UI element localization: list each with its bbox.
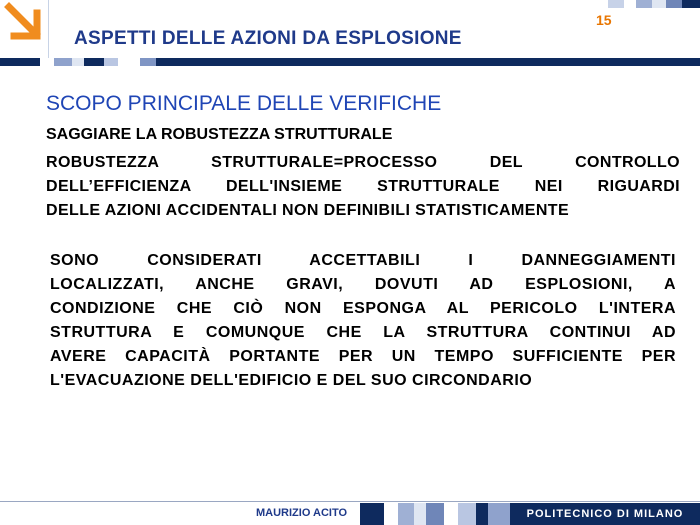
paragraph-line: DELL’EFFICIENZA DELL'INSIEME STRUTTURALE NEI RIGUARDI (46, 178, 680, 195)
paragraph-line: LOCALIZZATI, ANCHE GRAVI, DOVUTI AD ESPLOSIONI, A (50, 276, 676, 293)
paragraph-line: AVERE CAPACITÀ PORTANTE PER UN TEMPO SUFFICIENTE PER (50, 348, 676, 365)
damage-paragraph (50, 249, 676, 393)
institution-name: POLITECNICO DI MILANO (510, 503, 700, 525)
paragraph-line: CONDIZIONE CHE CIÒ NON ESPONGA AL PERICOLO L'INTERA (50, 300, 676, 317)
paragraph-line: STRUTTURA E COMUNQUE CHE LA STRUTTURA CONTINUI AD (50, 324, 676, 341)
logo-divider (48, 0, 49, 58)
page-number: 15 (596, 12, 612, 28)
section-title: SCOPO PRINCIPALE DELLE VERIFICHE (46, 92, 442, 115)
section-subtitle: SAGGIARE LA ROBUSTEZZA STRUTTURALE (46, 126, 393, 143)
footer-decorative-band (360, 503, 510, 525)
paragraph-line: SONO CONSIDERATI ACCETTABILI I DANNEGGIAMENTI (50, 252, 676, 269)
paragraph-line: DELLE AZIONI ACCIDENTALI NON DEFINIBILI STATISTICAMENTE (46, 202, 570, 219)
footer-author: MAURIZIO ACITO (256, 507, 348, 519)
robustness-paragraph (46, 151, 680, 223)
slide-title: ASPETTI DELLE AZIONI DA ESPLOSIONE (74, 28, 462, 49)
footer-divider (0, 501, 700, 502)
top-decorative-squares (594, 0, 700, 8)
header-band (0, 58, 700, 66)
paragraph-line: L'EVACUAZIONE DELL'EDIFICIO E DEL SUO CIRCONDARIO (50, 372, 533, 389)
arrow-down-right-icon (0, 0, 50, 50)
paragraph-line: ROBUSTEZZA STRUTTURALE=PROCESSO DEL CONTROLLO (46, 154, 680, 171)
